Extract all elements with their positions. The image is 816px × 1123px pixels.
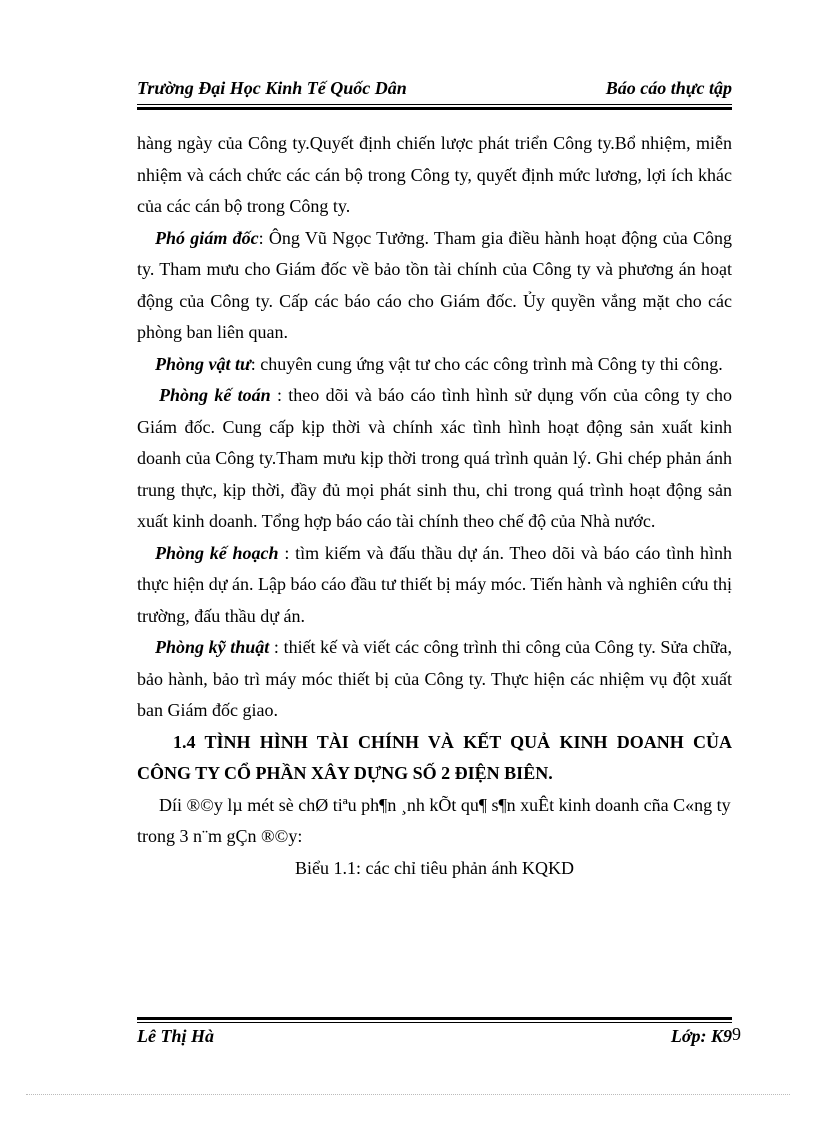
header-rule-thin: [137, 104, 732, 105]
header-report-type: Báo cáo thực tập: [605, 78, 732, 98]
page-header: [137, 74, 732, 102]
term-materials-dept: Phòng vật tư: [155, 353, 251, 374]
text-deputy-director: : Ông Vũ Ngọc Tưởng. Tham gia điều hành hoạt động của Công ty. Tham mưu cho Giám đốc về bảo tồn tài chính của Công ty và phương án hoạt động của Công ty. Cấp các báo cáo cho Giám đốc. Ủy quyền vắng mặt cho các phòng ban liên quan.: [137, 227, 732, 342]
page-footer: [137, 1026, 732, 1052]
text-technical-dept: : thiết kế và viết các công trình thi công của Công ty. Sửa chữa, bảo hành, bảo trì máy móc thiết bị của Công ty. Thực hiện các nhiệm vụ đột xuất ban Giám đốc giao.: [137, 637, 732, 720]
footer-class: Lớp: K9: [670, 1026, 732, 1046]
paragraph-technical-dept: [137, 632, 732, 727]
term-planning-dept: Phòng kế hoạch: [155, 542, 279, 563]
paragraph-intro-table: Díi ®©y lµ mét sè chØ tiªu ph¶n ¸nh kÕt qu¶ s¶n xuÊt kinh doanh cña C«ng ty trong 3 n¨m gÇn ®©y:: [137, 794, 731, 846]
text-planning-dept: : tìm kiếm và đấu thầu dự án. Theo dõi và báo cáo tình hình thực hiện dự án. Lập báo cáo đầu tư thiết bị máy móc. Tiến hành và nghiên cứu thị trường, đấu thầu dự án.: [137, 542, 732, 626]
table-caption: Biểu 1.1: các chỉ tiêu phản ánh KQKD: [295, 857, 574, 878]
term-deputy-director: Phó giám đốc: [155, 227, 259, 248]
footer-rule-thin: [137, 1022, 732, 1023]
term-accounting-dept: Phòng kế toán: [159, 385, 271, 405]
page-number: 9: [732, 1024, 741, 1044]
header-university: Trường Đại Học Kinh Tế Quốc Dân: [137, 78, 407, 98]
page-edge-dotted-line: [26, 1094, 790, 1095]
footer-rule-thick: [137, 1017, 732, 1020]
header-rule-thick: [137, 107, 732, 110]
text-materials-dept: : chuyên cung ứng vật tư cho các công trình mà Công ty thi công.: [250, 353, 723, 374]
paragraph-director-duties: hàng ngày của Công ty.Quyết định chiến lược phát triển Công ty.Bổ nhiệm, miễn nhiệm và cách chức các cán bộ trong Công ty, quyết định mức lương, lợi ích khác của các cán bộ trong Công ty.: [137, 133, 732, 216]
page-body: [137, 128, 732, 884]
paragraph-accounting-dept: [137, 380, 732, 538]
footer-author: Lê Thị Hà: [137, 1026, 214, 1046]
text-accounting-dept: : theo dõi và báo cáo tình hình sử dụng vốn của công ty cho Giám đốc. Cung cấp kịp thời và chính xác tình hình hoạt động sản xuất kinh doanh của Công ty.Tham mưu kịp thời trong quá trình quản lý. Ghi chép phản ánh trung thực, kịp thời, đầy đủ mọi phát sinh thu, chi trong quá trình hoạt động sản xuất kinh doanh. Tổng hợp báo cáo tài chính theo chế độ của Nhà nước.: [137, 385, 733, 531]
paragraph-materials-dept: [137, 349, 732, 381]
paragraph-deputy-director: [137, 223, 732, 349]
paragraph-planning-dept: [137, 538, 732, 633]
term-technical-dept: Phòng kỹ thuật: [155, 637, 270, 657]
section-heading: 1.4 TÌNH HÌNH TÀI CHÍNH VÀ KẾT QUẢ KINH DOANH CỦA CÔNG TY CỔ PHẦN XÂY DỰNG SỐ 2 ĐIỆN BIÊN.: [137, 731, 732, 783]
